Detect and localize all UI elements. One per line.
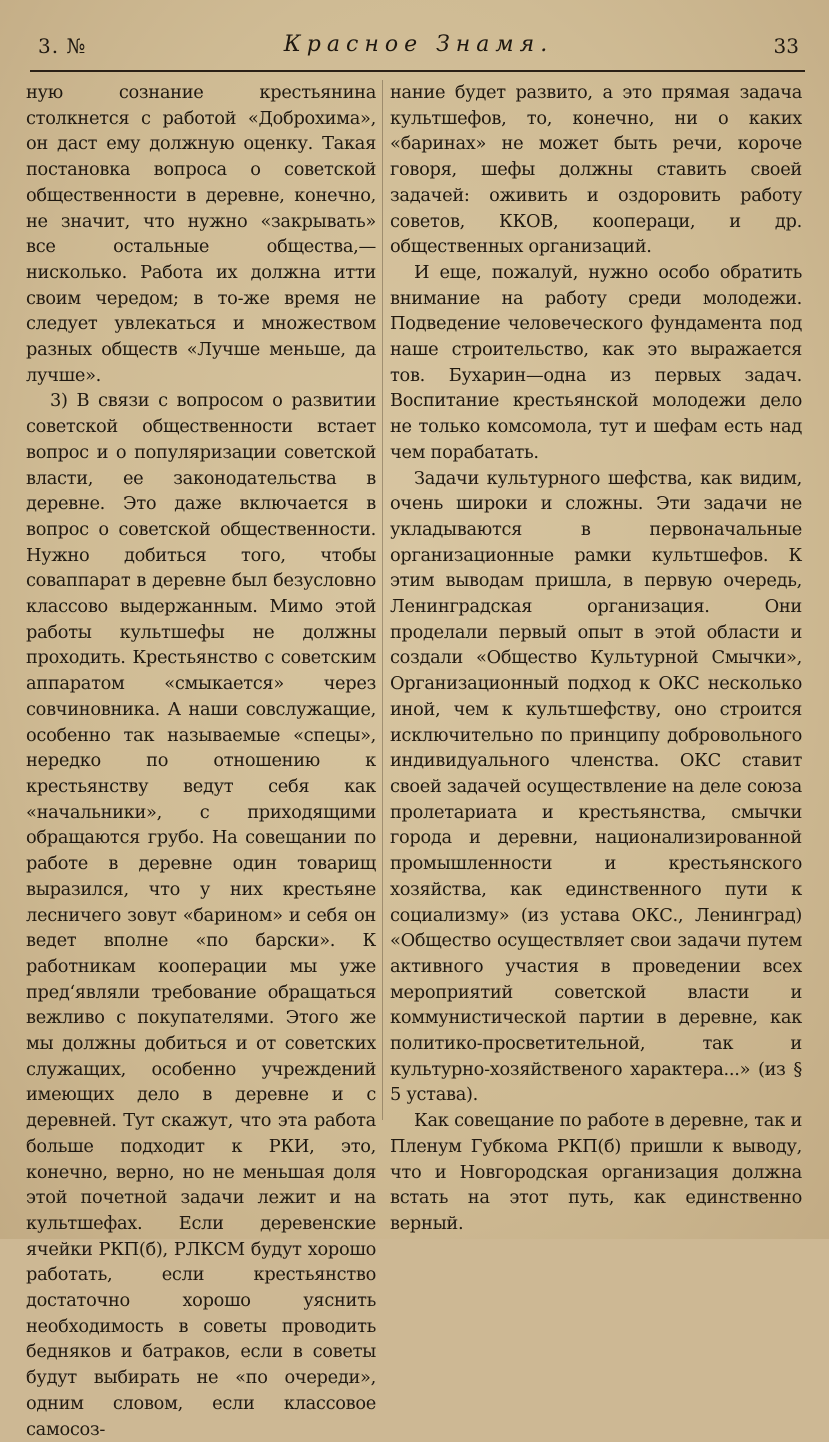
paragraph: Как совещание по работе в деревне, так и Пленум Губкома РКП(б) пришли к выводу, что и Новгородская организация должна встать на этот путь, как единственно верный. [390,1110,802,1234]
paragraph: Задачи культурного шефства, как видим, очень широки и сложны. Эти задачи не укладываются в первоначальные организационные рамки культшефов. К этим выводам пришла, в первую очередь, Ленинградская организация. Они проделали первый опыт в этой области и создали «Общество Культурной Смычки», Организационный подход к ОКС несколько иной, чем к культшефству, оно строится исключительно по принципу добровольного индивидуального членства. ОКС ставит своей задачей осуществление на деле союза пролетариата и крестьянства, смычки города и деревни, национализированной промышленности и крестьянского хозяйства, как единственного пути к социализму» (из устава ОКС., Ленинград) «Общество осуществляет свои задачи путем активного участия в проведении всех мероприятий советской власти и коммунистической партии в деревне, как политико-просветительной, так и культурно-хозяйственого характера...» (из § 5 устава). [390,467,802,1106]
paragraph: И еще, пожалуй, нужно особо обратить внимание на работу среди молодежи. Подведение человеческого фундамента под наше строительство, как это выражается тов. Бухарин—одна из первых задач. Воспитание крестьянской молодежи дело не только комсомола, тут и шефам есть над чем порабатать. [390,261,802,463]
journal-title: Красное Знамя. [283,32,554,57]
paragraph: ную сознание крестьянина столкнется с работой «Доброхима», он даст ему должную оценку. Такая постановка вопроса о советской общественности в деревне, конечно, не значит, что нужно «закрывать» все остальные общества,— нисколько. Работа их должна итти своим чередом; в то-же время не следует увлекаться и множеством разных обществ «Лучше меньше, да лучше». [26,82,376,386]
column-divider [382,80,383,1120]
issue-label: 3. № [38,34,87,58]
paragraph: нание будет развито, а это прямая задача культшефов, то, конечно, ни о каких «баринах» не может быть речи, короче говоря, шефы должны ставить своей задачей: оживить и оздоровить работу советов, ККОВ, коопераци, и др. общественных организаций. [390,82,802,258]
page-number: 33 [773,34,799,58]
page-header [38,30,799,66]
left-column [26,80,376,1442]
header-rule [30,70,805,72]
right-column [390,80,802,1237]
paragraph: 3) В связи с вопросом о развитии советской общественности встает вопрос и о популяризации советской власти, ее законодательства в деревне. Это даже включается в вопрос о советской общественности. Нужно добиться того, чтобы соваппарат в деревне был безусловно классово выдержанным. Мимо этой работы культшефы не должны проходить. Крестьянство с советским аппаратом «смыкается» через совчиновника. А наши совслужащие, особенно так называемые «спецы», нередко по отношению к крестьянству ведут себя как «начальники», с приходящими обращаются грубо. На совещании по работе в деревне один товарищ выразился, что у них крестьяне лесничего зовут «барином» и себя он ведет вполне «по барски». К работникам кооперации мы уже пред‘являли требование обращаться вежливо с покупателями. Этого же мы должны добиться и от советских служащих, особенно учреждений имеющих дело в деревне и с деревней. Тут скажут, что эта работа больше подходит к РКИ, это, конечно, верно, но не меньшая доля этой почетной задачи лежит и на культшефах. Если деревенские ячейки РКП(б), РЛКСМ будут хорошо работать, если крестьянство достаточно хорошо уяснить необходимость в советы проводить бедняков и батраков, если в советы будут выбирать не «по очереди», одним словом, если классовое самосоз- [26,390,376,1440]
